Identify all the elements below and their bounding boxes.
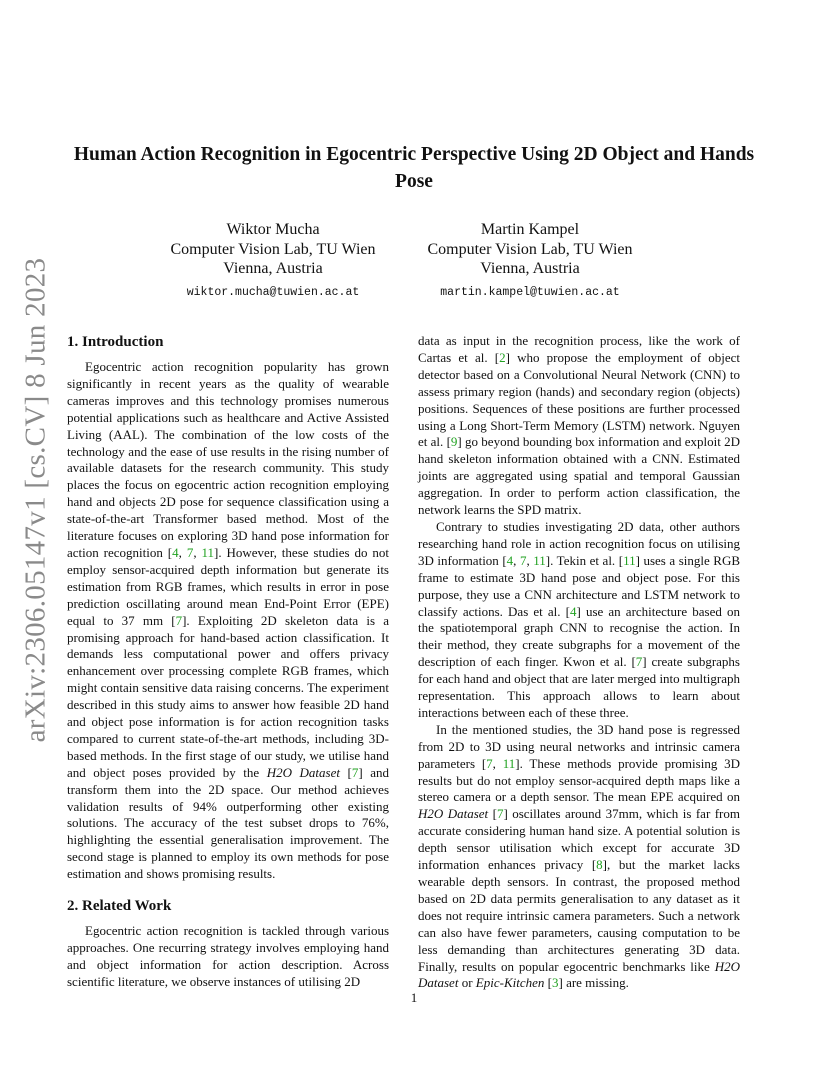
- author-affiliation: Computer Vision Lab, TU Wien: [170, 240, 376, 258]
- right-column: [418, 333, 740, 992]
- citation-link[interactable]: 4: [569, 603, 577, 619]
- citation-link[interactable]: 7: [519, 552, 527, 568]
- paper-title: Human Action Recognition in Egocentric Perspective Using 2D Object and Hands Pose: [73, 144, 755, 192]
- author-block-1: [143, 220, 403, 300]
- dataset-name: H2O Dataset: [266, 764, 340, 780]
- citation-link[interactable]: 7: [635, 654, 643, 670]
- citation-link[interactable]: 3: [551, 975, 559, 991]
- citation-link[interactable]: 4: [172, 544, 179, 560]
- author-location: Vienna, Austria: [480, 260, 580, 277]
- citation-link[interactable]: 11: [623, 552, 636, 568]
- citation-link[interactable]: 7: [486, 755, 493, 771]
- dataset-name: Epic-Kitchen: [475, 975, 545, 991]
- page-number: 1: [410, 990, 418, 1005]
- section-heading-introduction: 1. Introduction: [67, 334, 164, 350]
- author-block-2: [400, 220, 660, 300]
- author-name: Wiktor Mucha: [226, 221, 320, 238]
- citation-link[interactable]: 9: [450, 434, 458, 450]
- author-email[interactable]: martin.kampel@tuwien.ac.at: [440, 285, 620, 299]
- author-affiliation: Computer Vision Lab, TU Wien: [427, 240, 633, 258]
- citation-link[interactable]: 7: [186, 544, 194, 560]
- citation-link[interactable]: 7: [175, 612, 183, 628]
- arxiv-identifier-stamp: [8, 257, 64, 743]
- section-heading-related-work: 2. Related Work: [67, 898, 172, 915]
- citation-link[interactable]: 8: [596, 857, 603, 873]
- dataset-name: H2O Dataset: [418, 958, 740, 991]
- citation-link[interactable]: 11: [502, 755, 516, 771]
- author-location: Vienna, Austria: [223, 260, 323, 277]
- dataset-name: H2O Dataset: [418, 806, 489, 822]
- citation-link[interactable]: 11: [533, 552, 546, 568]
- citation-link[interactable]: 7: [496, 806, 504, 822]
- related-work-paragraph-continued: data as input in the recognition process, like the work of Cartas et al. [2] who propose the employment of object detector based on a Convolutional Neural Network (CNN) to assess primary region (hands) and secondary region (objects) positions. Sequences of these positions are further processed using a Long Short-Term Memory (LSTM) network. Nguyen et al. [9] go beyond bounding box information and exploit 2D hand skeleton information obtained with a CNN. Estimated joints are aggregated using spatial and temporal Gaussian aggregation. In order to perform action classification, the network learns the SPD matrix.: [418, 333, 740, 518]
- left-column: [67, 333, 389, 991]
- related-work-paragraph-regression: In the mentioned studies, the 3D hand pose is regressed from 2D to 3D using neural networks and intrinsic camera parameters [7, 11]. These methods provide promising 3D results but do not employ sensor-acquired depth maps like a stereo camera or a depth sensor. The mean EPE acquired on H2O Dataset [7] oscillates around 37mm, which is far from accurate considering human hand size. A potential solution is depth sensor utilisation which except for accurate 3D information enhances privacy [8], but the market lacks wearable depth sensors. In contrast, the proposed method based on 2D data permits generalisation to any dataset as it does not require intrinsic camera parameters. Such a network can also have fewer parameters, causing computation to be less demanding than architectures generating 3D data. Finally, results on popular egocentric benchmarks like H2O Dataset or Epic-Kitchen [3] are missing.: [418, 721, 741, 991]
- introduction-paragraph: Egocentric action recognition popularity has grown significantly in recent years as the quality of wearable cameras improves and this technology promises numerous potential applications such as healthcare and Active Assisted Living (AAL). The combination of the low costs of the technology and the ease of use results in the rising number of available datasets for the research community. This study places the focus on egocentric action recognition employing hand and objects 2D pose for sequence classification using a state-of-the-art Transformer based method. Most of the literature focuses on exploring 3D hand pose information for action recognition [4, 7, 11]. However, these studies do not employ sensor-acquired depth information but generate its estimation from RGB frames, which results in error in pose prediction oscillating around mean End-Point Error (EPE) equal to 37 mm [7]. Exploiting 2D skeleton data is a promising approach for hand-based action classification. It demands less computational power and offers privacy enhancement over processing complete RGB frames, which might contain sensitive data raising concerns. The experiment described in this study aims to answer how feasible 2D hand and object pose information is for action recognition tasks compared to current state-of-the-art methods, including 3D-based methods. In the first stage of our study, we utilise hand and object poses provided by the H2O Dataset [7] and transform them into the 2D space. Our method achieves validation results of 94% outperforming other existing solutions. The accuracy of the test subset drops to 76%, highlighting the essential generalisation improvement. The second stage is planned to employ its own methods for pose estimation and shows promising results.: [67, 359, 390, 882]
- citation-link[interactable]: 11: [201, 544, 215, 560]
- author-name: Martin Kampel: [480, 221, 580, 238]
- arxiv-identifier-text: arXiv:2306.05147v1 [cs.CV] 8 Jun 2023: [19, 257, 52, 743]
- citation-link[interactable]: 2: [499, 349, 506, 365]
- author-email[interactable]: wiktor.mucha@tuwien.ac.at: [186, 285, 360, 299]
- citation-link[interactable]: 7: [351, 764, 359, 780]
- citation-link[interactable]: 4: [506, 552, 514, 568]
- related-work-paragraph-3d: Contrary to studies investigating 2D data, other authors researching hand role in action recognition focus on utilising 3D information [4, 7, 11]. Tekin et al. [11] uses a single RGB frame to estimate 3D hand pose and object pose. For this purpose, they use a CNN architecture and LSTM network to classify actions. Das et al. [4] use an architecture based on the spatiotemporal graph CNN to recognise the action. In their method, they create subgraphs for a movement of the description of each finger. Kwon et al. [7] create subgraphs for each hand and object that are later merged into multigraph representation. This approach allows to learn about interactions between each of these three.: [418, 518, 741, 720]
- related-work-paragraph: Egocentric action recognition is tackled through various approaches. One recurring strategy involves employing hand and object information for action description. Across scientific literature, we observe instances of utilising 2D: [67, 923, 389, 989]
